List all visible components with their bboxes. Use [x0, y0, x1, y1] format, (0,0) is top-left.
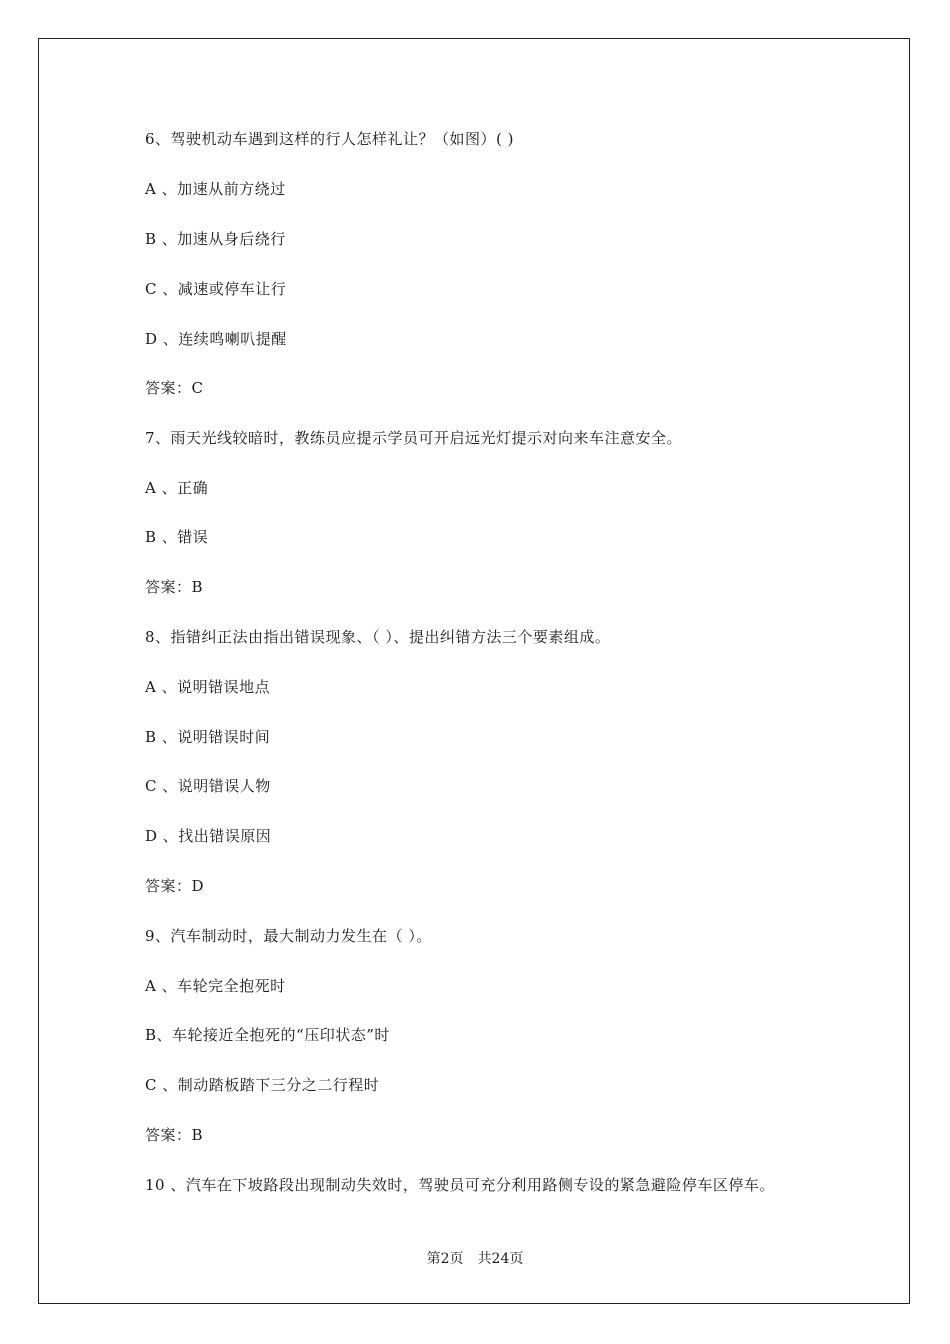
question-7-answer: 答案：B — [145, 578, 204, 596]
page-total: 共24页 — [477, 1251, 524, 1267]
question-8-option-c: C 、说明错误人物 — [145, 777, 271, 795]
question-6-option-d: D 、连续鸣喇叭提醒 — [145, 330, 287, 348]
question-10-stem: 10 、汽车在下坡路段出现制动失效时，驾驶员可充分利用路侧专设的紧急避险停车区停车。 — [145, 1176, 775, 1194]
question-6-stem: 6、驾驶机动车遇到这样的行人怎样礼让？（如图）( ) — [145, 130, 515, 148]
question-6-answer: 答案：C — [145, 379, 204, 397]
page-number: 第2页 — [426, 1251, 464, 1267]
question-9-option-a: A 、车轮完全抱死时 — [145, 977, 286, 995]
question-8-stem: 8、指错纠正法由指出错误现象、（ ）、提出纠错方法三个要素组成。 — [145, 628, 611, 646]
question-6-option-b: B 、加速从身后绕行 — [145, 230, 286, 248]
page-footer — [0, 1250, 950, 1268]
question-7-stem: 7、雨天光线较暗时，教练员应提示学员可开启远光灯提示对向来车注意安全。 — [145, 429, 683, 447]
question-8-option-d: D 、找出错误原因 — [145, 827, 272, 845]
question-7-option-b: B 、错误 — [145, 528, 209, 546]
question-9-stem: 9、汽车制动时，最大制动力发生在（ ）。 — [145, 927, 432, 945]
question-6-option-c: C 、减速或停车让行 — [145, 280, 287, 298]
question-8-option-a: A 、说明错误地点 — [145, 678, 271, 696]
question-6-option-a: A 、加速从前方绕过 — [145, 180, 286, 198]
question-8-answer: 答案：D — [145, 877, 205, 895]
question-8-option-b: B 、说明错误时间 — [145, 728, 271, 746]
page-border — [38, 38, 910, 1304]
question-7-option-a: A 、正确 — [145, 479, 209, 497]
question-9-option-c: C 、制动踏板踏下三分之二行程时 — [145, 1076, 380, 1094]
question-9-option-b: B、车轮接近全抱死的“压印状态”时 — [145, 1026, 390, 1044]
question-9-answer: 答案：B — [145, 1126, 204, 1144]
